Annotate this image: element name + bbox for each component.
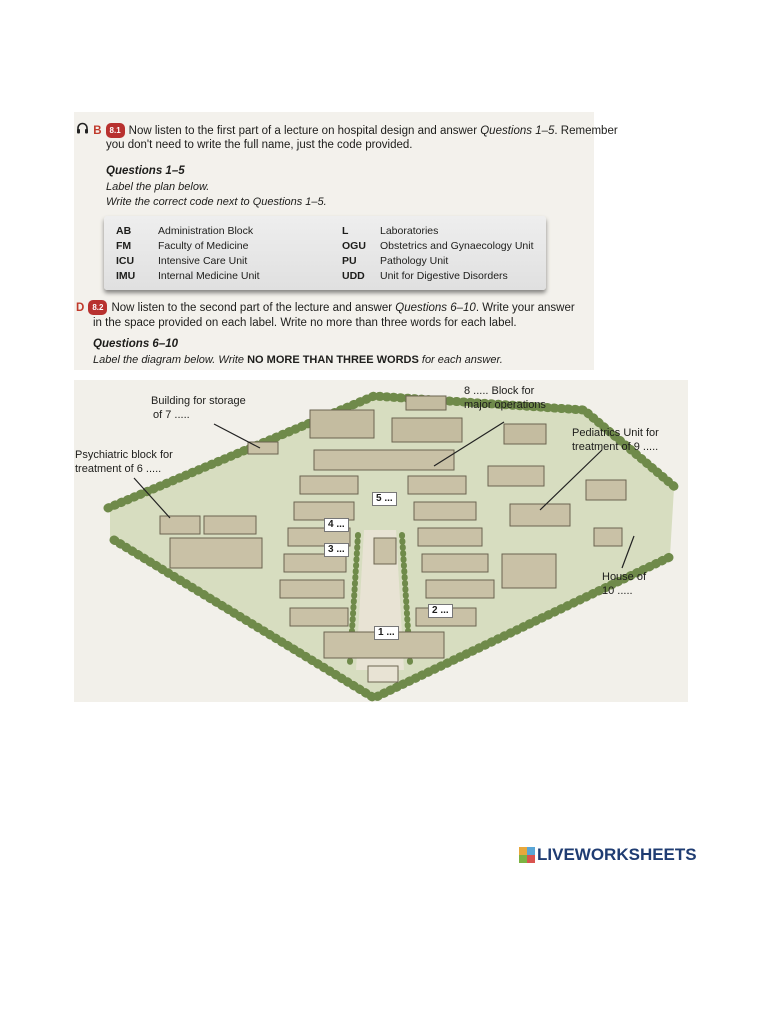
- answer-box-5[interactable]: 5 ...: [372, 492, 397, 506]
- label-psychiatric: Psychiatric block for treatment of 6 .....: [75, 449, 173, 475]
- hospital-plan: [74, 380, 688, 702]
- questions-6-10-line: Label the diagram below. Write NO MORE THAN THREE WORDS for each answer.: [93, 354, 503, 366]
- label-house: House of 10 .....: [602, 571, 647, 597]
- section-b-instruction: B 8.1 Now listen to the first part of a lecture on hospital design and answer Questions 1–5. Remember: [76, 122, 618, 139]
- answer-box-4[interactable]: 4 ...: [324, 518, 349, 532]
- questions-1-5-heading: Questions 1–5: [106, 165, 185, 177]
- liveworksheets-logo-icon: [519, 847, 535, 863]
- label-storage: Building for storage of 7 .....: [151, 395, 246, 421]
- answer-box-3[interactable]: 3 ...: [324, 543, 349, 557]
- section-d-instruction-line2: in the space provided on each label. Write no more than three words for each label.: [93, 317, 517, 329]
- track-badge: 8.2: [88, 300, 107, 315]
- label-pediatrics: Pediatrics Unit for treatment of 9 .....: [572, 427, 659, 453]
- section-d-instruction: D 8.2 Now listen to the second part of the lecture and answer Questions 6–10. Write your answer: [76, 302, 575, 314]
- answer-box-1[interactable]: 1 ...: [374, 626, 399, 640]
- questions-6-10-heading: Questions 6–10: [93, 338, 179, 350]
- section-b-letter: B: [93, 125, 102, 137]
- track-badge: 8.1: [106, 123, 125, 138]
- questions-1-5-line2: Write the correct code next to Questions 1–5.: [106, 196, 327, 208]
- headphones-icon: [76, 122, 90, 139]
- code-key-box: AB Administration Block FM Faculty of Medicine ICU Intensive Care Unit IMU Internal Medicine Unit L Laboratories OGU Obstetrics and Gynaecology Unit PU Pathology Unit UDD Unit for Digestive Disorders: [104, 216, 546, 290]
- brand-name: LIVEWORKSHEETS: [537, 845, 697, 864]
- liveworksheets-logo: [519, 845, 697, 865]
- section-b-instruction-line2: you don't need to write the full name, just the code provided.: [106, 139, 413, 151]
- answer-box-2[interactable]: 2 ...: [428, 604, 453, 618]
- label-major-operations: 8 ..... Block for major operations: [464, 385, 546, 411]
- section-d-letter: D: [76, 302, 85, 314]
- questions-1-5-line1: Label the plan below.: [106, 181, 210, 193]
